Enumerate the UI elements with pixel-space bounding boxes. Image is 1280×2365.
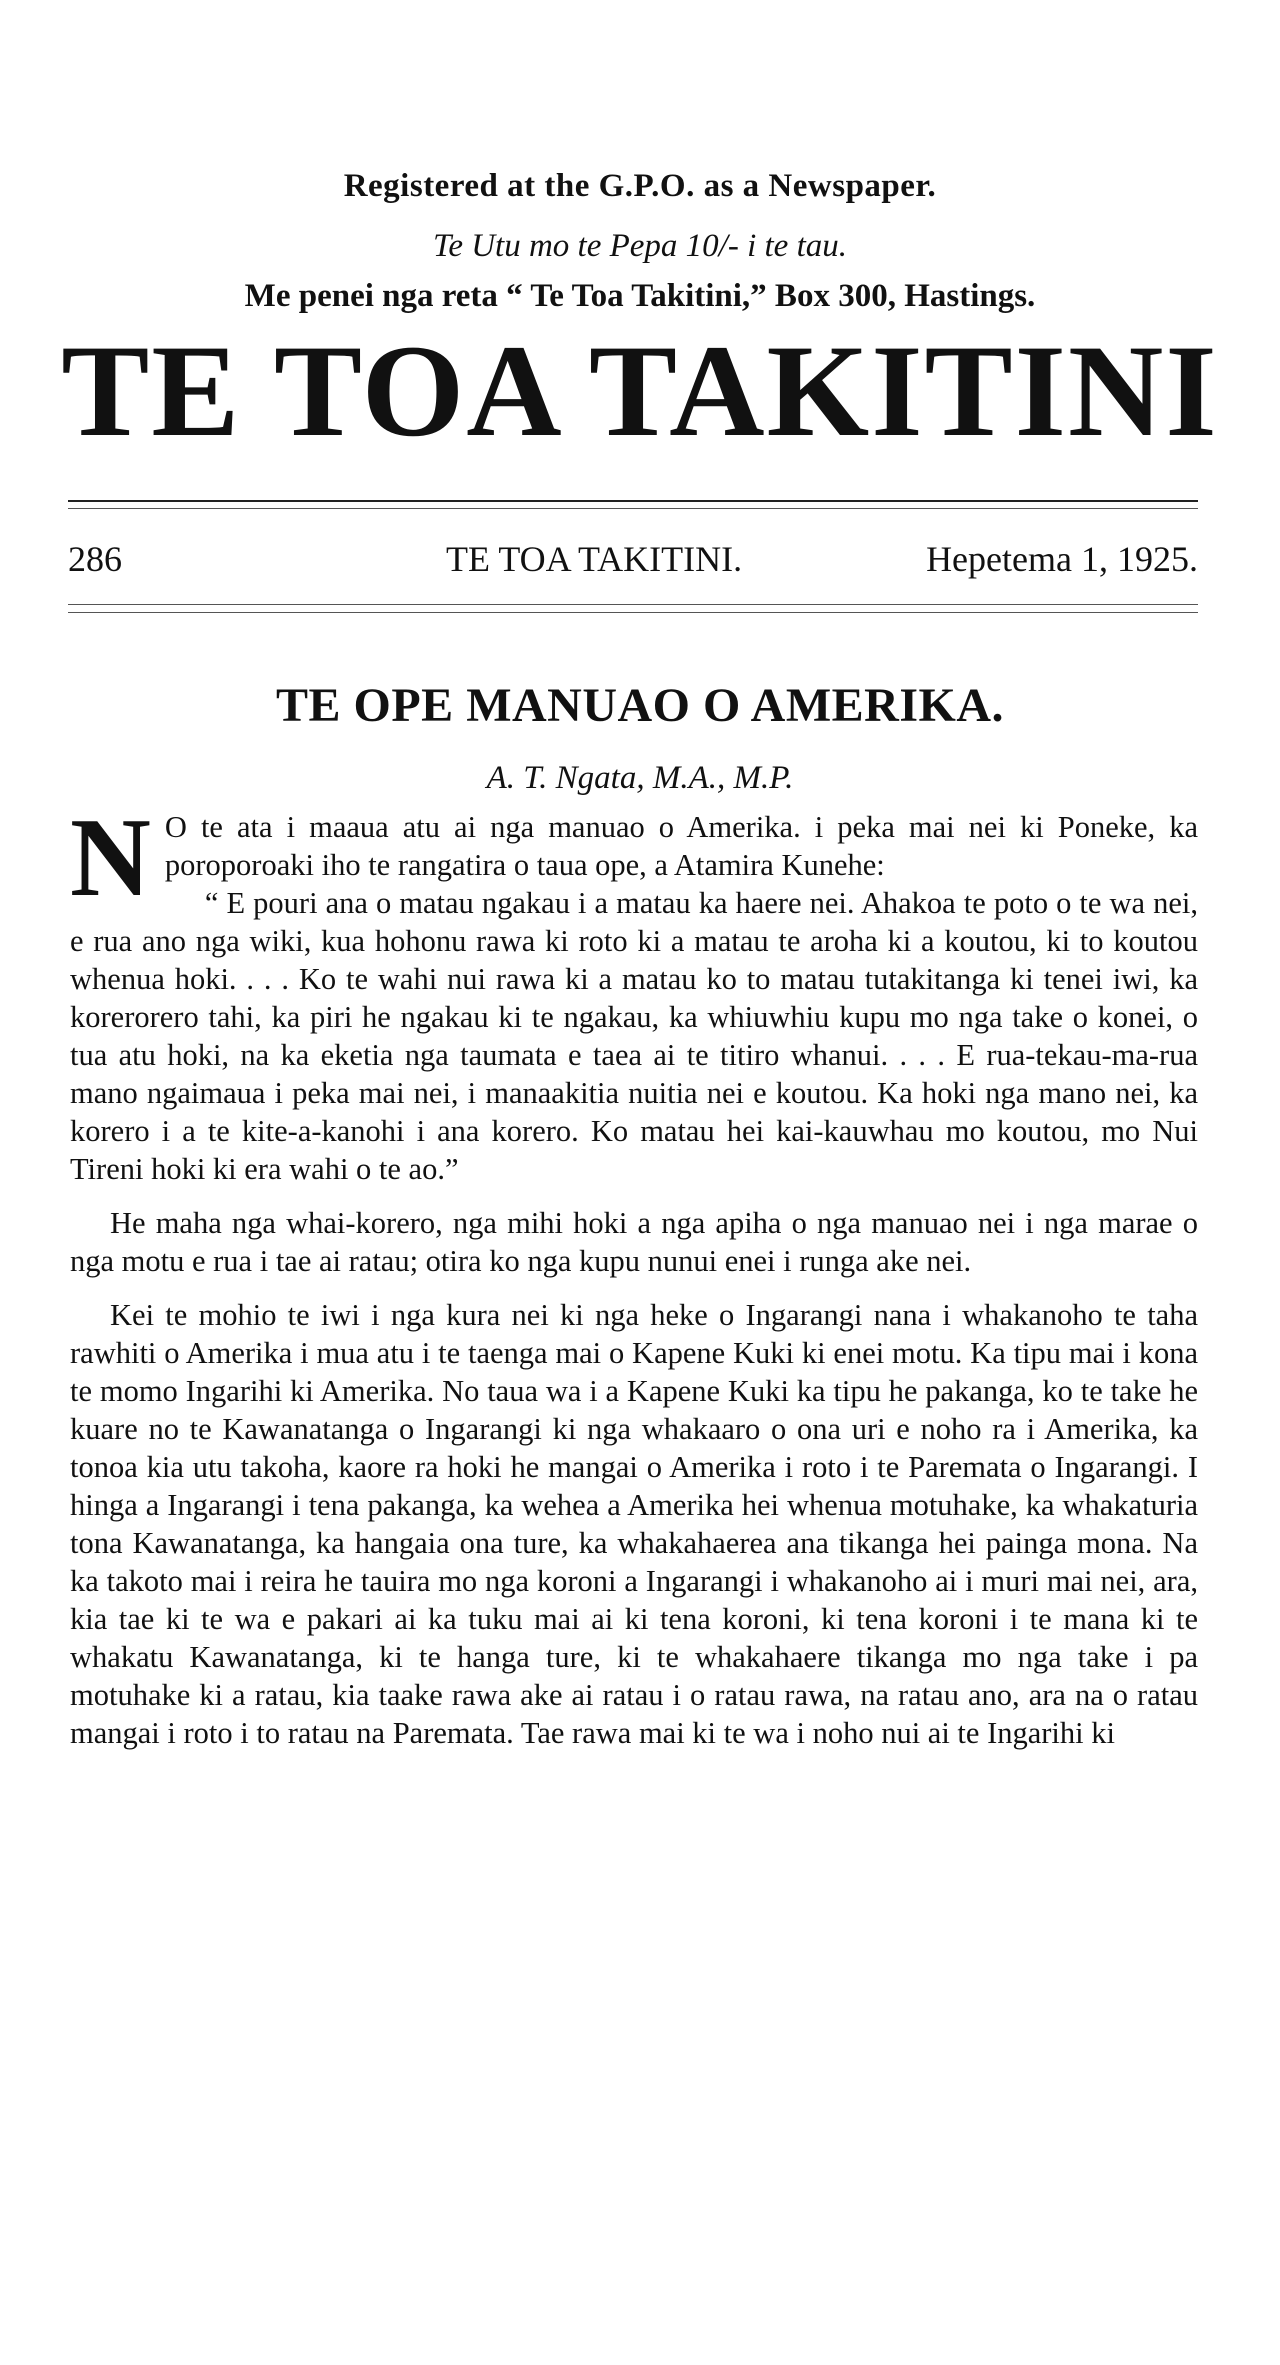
- paragraph-3: Kei te mohio te iwi i nga kura nei ki nga heke o Ingarangi nana i whakanoho te taha rawhiti o Amerika i mua atu i te taenga mai o Kapene Kuki ki enei motu. Ka tipu mai i kona te momo Ingarihi ki Amerika. No taua wa i a Kapene Kuki ka tipu he pakanga, ko te take he kuare no te Kawanatanga o Ingarangi ki nga whakaaro o ona uri e noho ra i Amerika, ka tonoa kia utu takoha, kaore ra hoki he mangai o Amerika i roto i te Paremata o Ingarangi. I hinga a Ingarangi i tena pakanga, ka wehea a Amerika hei whenua motuhake, ka whakaturia tona Kawanatanga, ka hangaia ona ture, ka whakahaerea ana tikanga hei painga mona. Na ka takoto mai i reira he tauira mo nga koroni a Ingarangi i whakanoho ai i muri mai nei, ara, kia tae ki te wa e pakari ai ka tuku mai ai ki tena koroni, ki tena koroni i te mana ki te whakatu Kawanatanga, ki te hanga ture, ki te whakahaere tikanga mo nga take i pa motuhake ki a ratau, kia taake rawa ake ai ratau i o ratau rawa, na ratau ano, ara na o ratau mangai i roto i to ratau na Paremata. Tae rawa mai ki te wa i noho nui ai te Ingarihi ki: [70, 1298, 1198, 1750]
- registration-notice: Registered at the G.P.O. as a Newspaper.: [343, 168, 937, 204]
- opening-paragraph: [70, 796, 1198, 920]
- opening-text: O te ata i maaua atu ai nga manuao o Amerika. i peka mai nei ki Poneke, ka poroporoaki iho te rangatira o taua ope, a Atamira Kunehe:: [164, 810, 1198, 882]
- masthead-rule-top: [68, 500, 1198, 502]
- article-body: [70, 796, 1198, 1768]
- quote-paragraph: “ E pouri ana o matau ngakau i a matau ka haere nei. Ahakoa te poto o te wa nei, e rua ano nga wiki, kua hohonu rawa ki roto ki a matau te aroha ki a koutou, ki to koutou whenua hoki. . . . Ko te wahi nui rawa ki a matau ko to matau tutakitanga ki tenei iwi, ka korerorero tahi, ka piri he ngakau ki te ngakau, ka whiuwhiu kupu mo nga take o konei, o tua atu hoki, na ka eketia nga taumata e taea ai te titiro whanui. . . . E rua-tekau-ma-rua mano ngaimaua i peka mai nei, i manaakitia nuitia nei e koutou. Ka hoki nga mano nei, ka korero i a te kite-a-kanohi i ana korero. Ko matau hei kai-kauwhau mo koutou, mo Nui Tireni hoki ki era wahi o te ao.”: [70, 886, 1198, 1186]
- publication-name: TE TOA TAKITINI.: [445, 539, 743, 579]
- article-title: TE OPE MANUAO O AMERIKA.: [275, 679, 1004, 732]
- issue-date: Hepetema 1, 1925.: [926, 539, 1198, 579]
- paragraph-2: He maha nga whai-korero, nga mihi hoki a nga apiha o nga manuao nei i nga marae o nga motu e rua i tae ai ratau; otira ko nga kupu nunui enei i runga ake nei.: [70, 1206, 1198, 1278]
- header-rule-top: [68, 604, 1198, 605]
- running-header: [68, 538, 1198, 580]
- header-rule-bottom: [68, 612, 1198, 613]
- page-number: 286: [68, 539, 122, 579]
- masthead-rule-bottom: [68, 508, 1198, 509]
- subscription-notice: Te Utu mo te Pepa 10/- i te tau.: [433, 228, 847, 264]
- masthead-title: TE TOA TAKITINI: [61, 317, 1219, 464]
- address-notice: Me penei nga reta “ Te Toa Takitini,” Box 300, Hastings.: [244, 278, 1036, 314]
- drop-cap: N: [70, 796, 151, 920]
- article-byline: A. T. Ngata, M.A., M.P.: [486, 760, 794, 796]
